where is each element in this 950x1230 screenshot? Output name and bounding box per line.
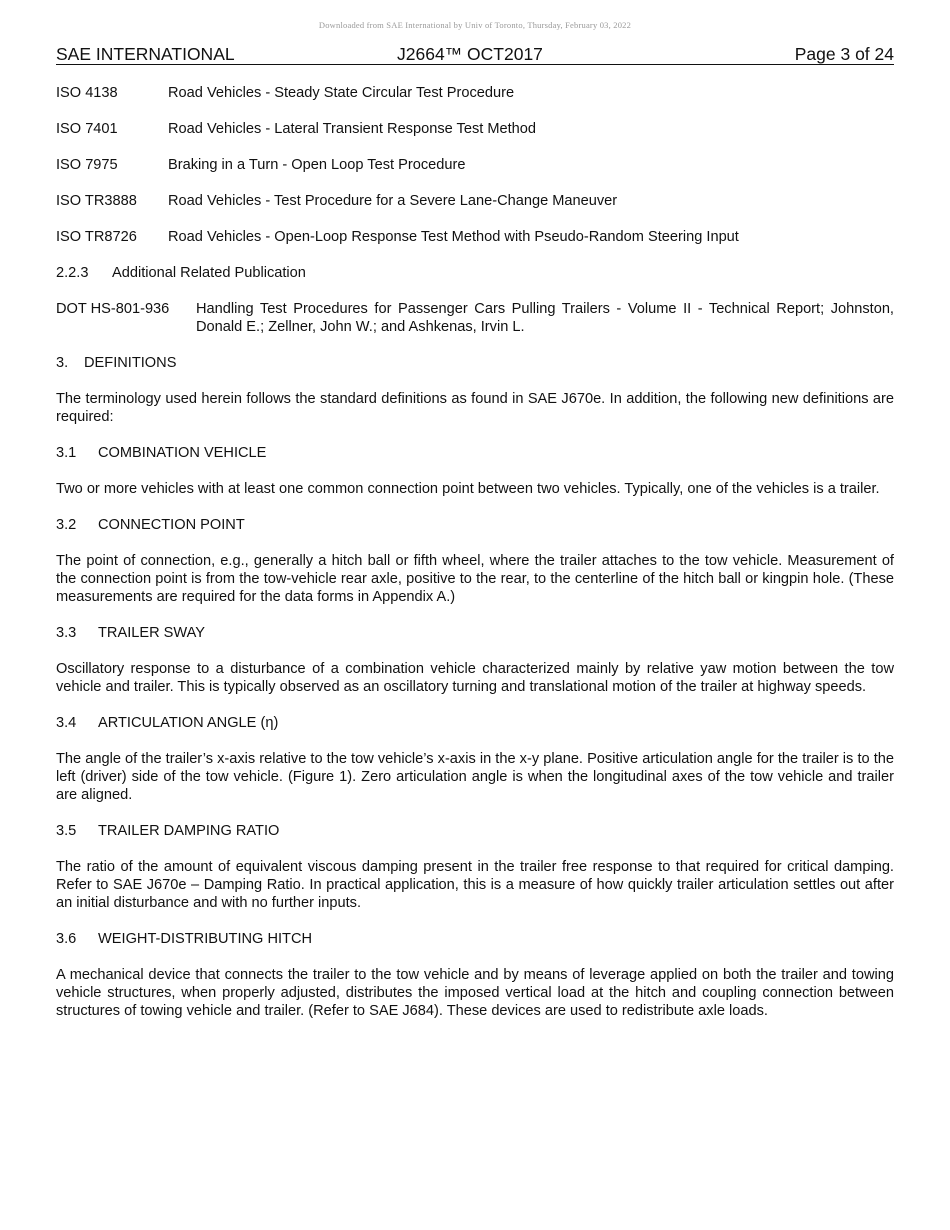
reference-code: ISO 7975 [56,157,118,173]
definition-heading [56,516,894,534]
definition-title: TRAILER SWAY [98,625,206,641]
header-doc-id: J2664™ OCT2017 [397,44,543,64]
definitions-heading [56,354,894,372]
definition-number: 3.6 [56,931,77,947]
section-number: 2.2.3 [56,265,89,281]
reference-title: Braking in a Turn - Open Loop Test Procedure [168,157,466,173]
definitions-intro: The terminology used herein follows the standard definitions as found in SAE J670e. In addition, the following new definitions are required: [56,391,894,425]
definition-title: ARTICULATION ANGLE (η) [98,715,279,731]
definition-heading [56,822,894,840]
section-number: 3. [56,355,69,371]
definition-title: WEIGHT-DISTRIBUTING HITCH [98,931,313,947]
reference-title: Road Vehicles - Test Procedure for a Severe Lane-Change Maneuver [168,193,618,209]
reference-code: ISO 7401 [56,121,118,137]
page-content [56,84,894,1038]
reference-row [56,192,894,210]
publication-code: DOT HS-801-936 [56,301,170,317]
definition-heading [56,714,894,732]
definition-text: Two or more vehicles with at least one common connection point between two vehicles. Typically, one of the vehicles is a trailer. [56,481,880,497]
reference-title: Road Vehicles - Lateral Transient Response Test Method [168,121,537,137]
reference-row [56,156,894,174]
definition-heading [56,444,894,462]
reference-title: Road Vehicles - Steady State Circular Test Procedure [168,85,515,101]
download-watermark: Downloaded from SAE International by Univ of Toronto, Thursday, February 03, 2022 [318,20,632,30]
reference-row [56,84,894,102]
definition-title: TRAILER DAMPING RATIO [98,823,280,839]
definition-text: A mechanical device that connects the trailer to the tow vehicle and by means of leverage applied on both the trailer and towing vehicle structures, when properly adjusted, distributes the imposed vertical load at the hitch and coupling connection between structures of towing vehicle and trailer. (Refer to SAE J684). These devices are used to redistribute axle loads. [56,967,894,1019]
definition-title: CONNECTION POINT [98,517,245,533]
definition-number: 3.1 [56,445,77,461]
definition-number: 3.5 [56,823,77,839]
reference-row [56,120,894,138]
publication-citation: Handling Test Procedures for Passenger Cars Pulling Trailers - Volume II - Technical Report; Johnston, Donald E.; Zellner, John W.; and Ashkenas, Irvin L. [196,301,894,335]
reference-row [56,228,894,246]
definition-number: 3.3 [56,625,77,641]
definition-text: The point of connection, e.g., generally a hitch ball or fifth wheel, where the trailer attaches to the tow vehicle. Measurement of the connection point is from the tow-vehicle rear axle, positive to the rear, to the centerline of the hitch ball or kingpin hole. (These measurements are required for the data forms in Appendix A.) [56,553,894,605]
definition-title: COMBINATION VEHICLE [98,445,267,461]
header-page-number: Page 3 of 24 [794,44,894,64]
definition-text: The ratio of the amount of equivalent viscous damping present in the trailer free response to that required for critical damping. Refer to SAE J670e – Damping Ratio. In practical application, this is a measure of how quickly trailer articulation settles out after an initial disturbance and with no further inputs. [56,859,894,911]
definition-text: Oscillatory response to a disturbance of a combination vehicle characterized mainly by relative yaw motion between the tow vehicle and trailer. This is typically observed as an oscillatory turning and translational motion of the trailer at highway speeds. [56,661,894,695]
definition-number: 3.4 [56,715,77,731]
definition-heading [56,624,894,642]
section-title: DEFINITIONS [84,355,177,371]
definition-text: The angle of the trailer’s x-axis relative to the tow vehicle’s x-axis in the x-y plane. Positive articulation angle for the trailer is to the left (driver) side of the tow vehicle. (Figure 1). Zero articulation angle is when the longitudinal axes of the tow vehicle and trailer are aligned. [56,751,894,803]
definition-number: 3.2 [56,517,77,533]
definition-heading [56,930,894,948]
reference-code: ISO 4138 [56,85,118,101]
page-header [56,44,894,65]
reference-title: Road Vehicles - Open-Loop Response Test Method with Pseudo-Random Steering Input [168,229,739,245]
reference-code: ISO TR3888 [56,193,137,209]
related-publication-heading [56,264,894,282]
header-org: SAE INTERNATIONAL [56,44,235,64]
reference-code: ISO TR8726 [56,229,137,245]
section-title: Additional Related Publication [112,265,306,281]
related-publication-row [56,300,894,336]
